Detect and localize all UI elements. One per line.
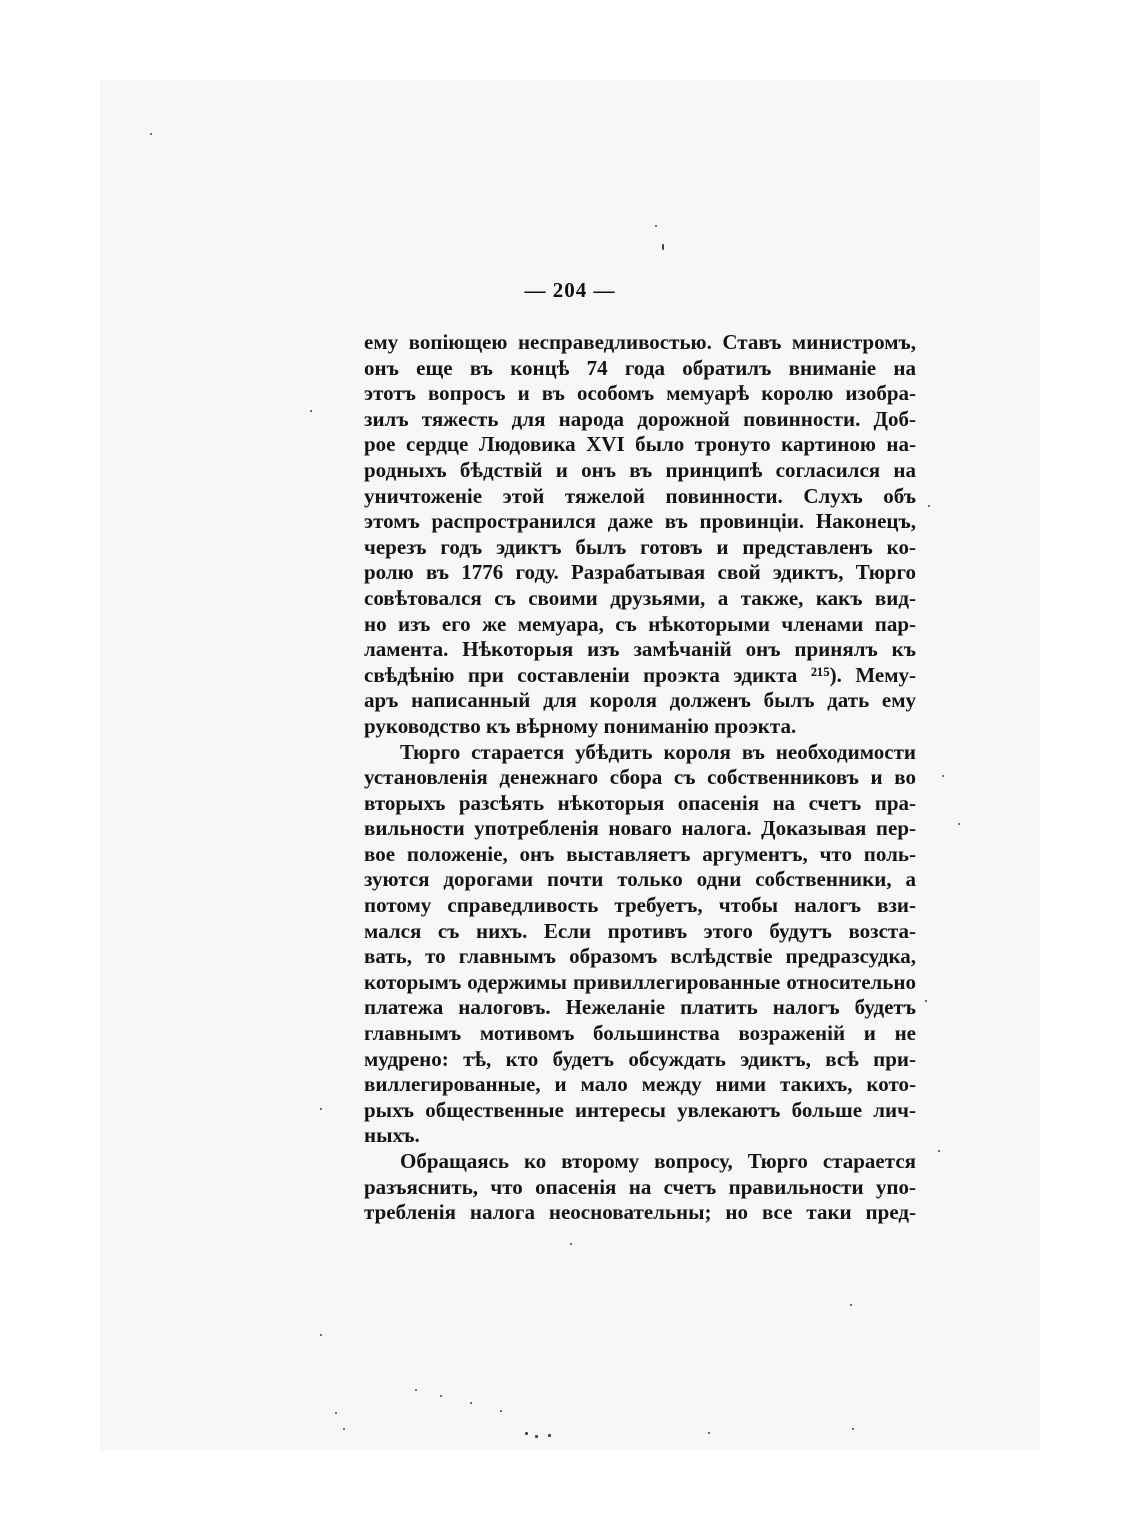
scan-speck xyxy=(850,1304,852,1306)
scan-speck xyxy=(535,1435,538,1438)
text-line: но изъ его же мемуара, съ нѣкоторыми членами пар- xyxy=(364,611,916,636)
text-line: разъяснить, что опасенія на счетъ правильности упо- xyxy=(364,1174,916,1199)
paragraph xyxy=(364,1149,916,1226)
scan-speck xyxy=(958,823,960,825)
scan-speck xyxy=(938,1150,940,1152)
scan-speck xyxy=(928,505,930,507)
text-line: платежа налоговъ. Нежеланіе платить налогъ будетъ xyxy=(364,995,916,1020)
text-line: ныхъ. xyxy=(364,1123,420,1148)
text-line: аръ написанный для короля долженъ былъ дать ему xyxy=(364,688,916,713)
scan-speck xyxy=(320,1108,322,1110)
text-line: ламента. Нѣкоторыя изъ замѣчаній онъ принялъ къ xyxy=(364,637,916,662)
scan-speck xyxy=(470,1402,472,1404)
text-line: черезъ годъ эдиктъ былъ готовъ и представленъ ко- xyxy=(364,534,916,559)
text-line: виллегированные, и мало между ними такихъ, кото- xyxy=(364,1072,916,1097)
scan-speck xyxy=(150,133,152,135)
page-number: — 204 — xyxy=(524,278,616,302)
paragraph xyxy=(364,330,916,740)
body-text xyxy=(364,330,916,1226)
paragraph xyxy=(364,740,916,1150)
scan-speck xyxy=(320,1334,322,1336)
text-line: которымъ одержимы привиллегированные относительно xyxy=(364,969,916,994)
text-line: ролю въ 1776 году. Разрабатывая свой эдиктъ, Тюрго xyxy=(364,560,916,585)
text-line: главнымъ мотивомъ большинства возраженій и не xyxy=(364,1021,916,1046)
text-line: вое положеніе, онъ выставляетъ аргументъ, что поль- xyxy=(364,841,916,866)
text-line: Обращаясь ко второму вопросу, Тюрго старается xyxy=(400,1149,916,1173)
scan-speck xyxy=(525,1432,528,1435)
text-line: Тюрго старается убѣдить короля въ необходимости xyxy=(400,739,916,764)
text-line: зилъ тяжесть для народа дорожной повинности. Доб- xyxy=(364,406,916,431)
scan-speck xyxy=(415,1389,417,1391)
scan-speck xyxy=(942,775,944,777)
text-line: потому справедливость требуетъ, чтобы налогъ взи- xyxy=(364,893,916,918)
scan-speck xyxy=(655,225,657,227)
scan-speck xyxy=(440,1395,442,1397)
scan-speck xyxy=(662,244,664,250)
text-line: вильности употребленія новаго налога. Доказывая пер- xyxy=(364,816,916,841)
scan-speck xyxy=(852,1428,854,1430)
text-line: свѣдѣнію при составленіи проэкта эдикта ²¹⁵). Мему- xyxy=(364,662,916,687)
text-line: зуются дорогами почти только одни собственники, а xyxy=(364,867,916,892)
text-line: требленія налога неосновательны; но все таки пред- xyxy=(364,1200,916,1225)
text-line: родныхъ бѣдствій и онъ въ принципѣ согласился на xyxy=(364,457,916,482)
scan-speck xyxy=(310,410,312,412)
scan-speck xyxy=(343,1428,345,1430)
scan-speck xyxy=(335,1412,337,1414)
scan-speck xyxy=(548,1434,551,1437)
text-line: установленія денежнаго сбора съ собственниковъ и во xyxy=(364,765,916,790)
scan-speck xyxy=(925,1000,927,1002)
text-line: мудрено: тѣ, кто будетъ обсуждать эдиктъ, всѣ при- xyxy=(364,1046,916,1071)
text-line: рое сердце Людовика XVI было тронуто картиною на- xyxy=(364,432,916,457)
scan-speck xyxy=(500,1410,502,1412)
text-line: ему вопіющею несправедливостью. Ставъ министромъ, xyxy=(364,330,916,354)
scan-speck xyxy=(708,1432,710,1434)
text-line: онъ еще въ концѣ 74 года обратилъ вниманіе на xyxy=(364,355,916,380)
text-line: этомъ распространился даже въ провинціи. Наконецъ, xyxy=(364,509,916,534)
text-line: уничтоженіе этой тяжелой повинности. Слухъ объ xyxy=(364,483,916,508)
text-line: руководство къ вѣрному пониманію проэкта. xyxy=(364,713,797,738)
text-line: вторыхъ разсѣять нѣкоторыя опасенія на счетъ пра- xyxy=(364,790,916,815)
text-line: вать, то главнымъ образомъ вслѣдствіе предразсудка, xyxy=(364,944,916,969)
text-line: этотъ вопросъ и въ особомъ мемуарѣ королю изобра- xyxy=(364,381,916,406)
text-line: совѣтовался съ своими друзьями, а также, какъ вид- xyxy=(364,585,916,610)
scan-speck xyxy=(570,1243,572,1245)
text-line: рыхъ общественные интересы увлекаютъ больше лич- xyxy=(364,1097,916,1122)
text-line: мался съ нихъ. Если противъ этого будутъ возста- xyxy=(364,918,916,943)
